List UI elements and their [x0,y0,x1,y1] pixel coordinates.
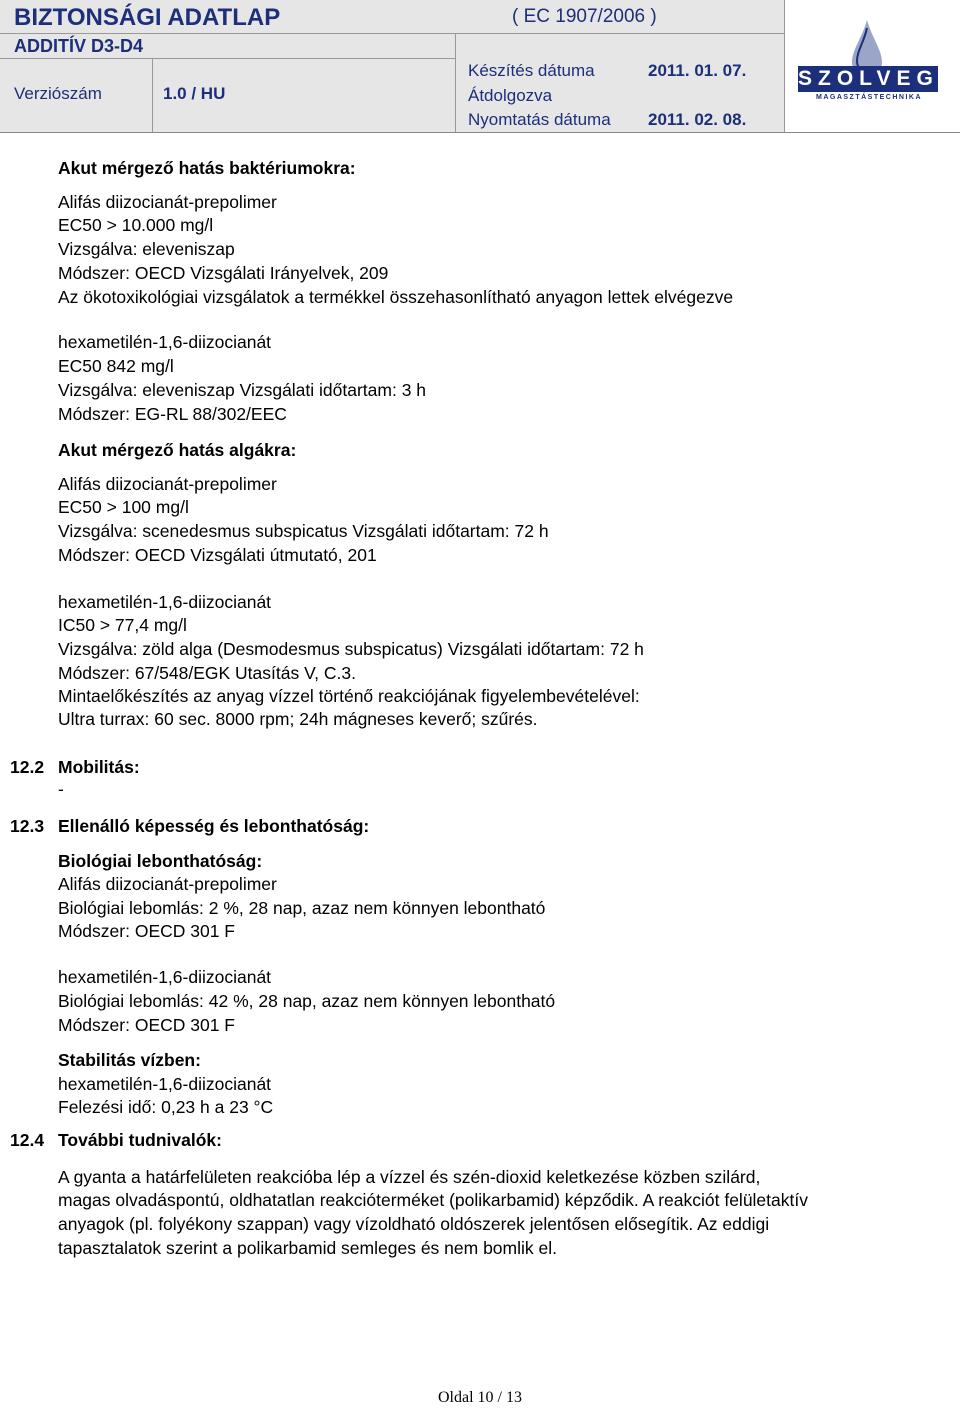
version-label: Verziószám [14,84,102,103]
bacteria-line: hexametilén-1,6-diizocianát [58,332,272,352]
revised-date-label: Átdolgozva [468,86,553,105]
further-info-line: A gyanta a határfelületen reakcióba lép a vízzel és szén-dioxid keletkezése közben szilárd, [58,1167,761,1187]
section-mobility-title: Mobilitás: [58,757,140,777]
created-date-label: Készítés dátuma [468,61,595,80]
biodegradation-line: hexametilén-1,6-diizocianát [58,967,272,987]
biodegradation-line: Módszer: OECD 301 F [58,1015,235,1035]
stability-line: Felezési idő: 0,23 h a 23 °C [58,1097,274,1117]
algae-line: Alifás diizocianát-prepolimer [58,474,277,494]
bacteria-line: Módszer: OECD Vizsgálati Irányelvek, 209 [58,263,389,283]
section-further-info-title: További tudnivalók: [58,1130,222,1150]
biodegradation-line: Biológiai lebomlás: 2 %, 28 nap, azaz nem könnyen lebontható [58,898,546,918]
biodegradation-line: Alifás diizocianát-prepolimer [58,874,277,894]
regulation-reference: ( EC 1907/2006 ) [512,6,657,27]
bacteria-line: Alifás diizocianát-prepolimer [58,192,277,212]
printed-date-label: Nyomtatás dátuma [468,110,611,129]
printed-date-value: 2011. 02. 08. [648,110,747,129]
biodegradation-line: Módszer: OECD 301 F [58,921,235,941]
stability-line: hexametilén-1,6-diizocianát [58,1074,272,1094]
header-divider [152,58,153,132]
algae-line: Mintaelőkészítés az anyag vízzel történő reakciójának figyelembevételével: [58,686,640,706]
algae-line: EC50 > 100 mg/l [58,497,189,517]
section-number: 12.3 [10,816,45,836]
further-info-line: magas olvadáspontú, oldhatatlan reakcióterméket (polikarbamid) képződik. A reakciót felületaktív [58,1190,808,1210]
header-divider [0,58,455,59]
header-divider [455,33,456,132]
document-title: BIZTONSÁGI ADATLAP [14,4,281,31]
algae-line: Módszer: 67/548/EGK Utasítás V, C.3. [58,663,356,683]
algae-line: Vizsgálva: zöld alga (Desmodesmus subspicatus) Vizsgálati időtartam: 72 h [58,639,644,659]
bacteria-line: Módszer: EG-RL 88/302/EEC [58,404,287,424]
algae-line: Módszer: OECD Vizsgálati útmutató, 201 [58,545,377,565]
product-name: ADDITÍV D3-D4 [14,36,144,56]
section-degradability-title: Ellenálló képesség és lebonthatóság: [58,816,370,836]
algae-heading: Akut mérgező hatás algákra: [58,440,297,460]
biodegradation-heading: Biológiai lebonthatóság: [58,851,263,871]
bacteria-line: Az ökotoxikológiai vizsgálatok a termékkel összehasonlítható anyagon lettek elvégezve [58,287,734,307]
bacteria-line: Vizsgálva: eleveniszap Vizsgálati időtartam: 3 h [58,380,427,400]
bacteria-line: Vizsgálva: eleveniszap [58,239,235,259]
bacteria-line: EC50 > 10.000 mg/l [58,215,214,235]
mobility-value: - [58,779,64,799]
algae-line: IC50 > 77,4 mg/l [58,615,187,635]
bacteria-heading: Akut mérgező hatás baktériumokra: [58,158,356,178]
logo-text: SZOLVEGY [798,67,959,90]
header-divider [0,33,784,34]
further-info-line: tapasztalatok szerint a polikarbamid semleges és nem bomlik el. [58,1238,557,1258]
header-divider [784,0,785,132]
page-number: Oldal 10 / 13 [438,1389,522,1406]
algae-line: Ultra turrax: 60 sec. 8000 rpm; 24h mágneses keverő; szűrés. [58,709,538,729]
created-date-value: 2011. 01. 07. [648,61,747,80]
version-value: 1.0 / HU [163,84,226,103]
algae-line: Vizsgálva: scenedesmus subspicatus Vizsgálati időtartam: 72 h [58,521,549,541]
section-number: 12.4 [10,1130,45,1150]
section-number: 12.2 [10,757,45,777]
stability-heading: Stabilitás vízben: [58,1050,201,1070]
biodegradation-line: Biológiai lebomlás: 42 %, 28 nap, azaz nem könnyen lebontható [58,991,556,1011]
bacteria-line: EC50 842 mg/l [58,356,174,376]
further-info-line: anyagok (pl. folyékony szappan) vagy vízoldható oldószerek jelentősen elősegítik. Az eddigi [58,1214,770,1234]
algae-line: hexametilén-1,6-diizocianát [58,592,272,612]
logo-subtext: MAGASZTÁSTECHNIKA [816,94,922,101]
